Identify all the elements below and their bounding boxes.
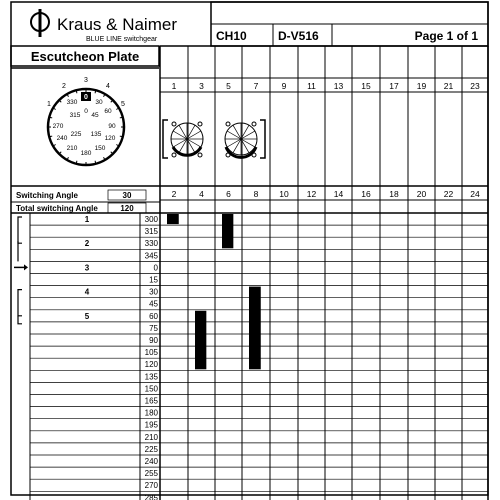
angle-label-240: 240 xyxy=(144,457,158,466)
switching-angle-label: Switching Angle xyxy=(16,191,78,200)
brand-tagline: BLUE LINE switchgear xyxy=(86,36,158,43)
angle-label-165: 165 xyxy=(144,396,158,406)
angle-label-300: 300 xyxy=(144,215,158,224)
dial-pos-2: 2 xyxy=(62,83,66,90)
angle-label-180: 180 xyxy=(144,408,158,418)
model-number: CH10 xyxy=(216,29,247,43)
cam-diagrams xyxy=(163,120,265,158)
dial-deg-330: 330 xyxy=(66,99,78,106)
angle-label-15: 15 xyxy=(149,275,158,285)
position-label-3: 3 xyxy=(84,263,90,273)
position-label-5: 5 xyxy=(84,311,90,321)
angle-label-225: 225 xyxy=(144,444,158,454)
angle-label-210: 210 xyxy=(144,432,158,442)
switching-angle-value: 30 xyxy=(122,191,132,200)
angle-label-315: 315 xyxy=(144,227,158,237)
dial-deg-210: 210 xyxy=(66,145,78,152)
dial-zero-label: 0 xyxy=(84,94,88,101)
dial-deg-240: 240 xyxy=(56,135,68,142)
terminal-bottom-4: 4 xyxy=(199,189,204,199)
angle-label-60: 60 xyxy=(149,311,158,321)
dial-deg-180: 180 xyxy=(80,150,92,157)
brand-name: Kraus & Naimer xyxy=(57,15,177,34)
position-label-2: 2 xyxy=(84,239,90,249)
dial-deg-315: 315 xyxy=(69,112,81,119)
dial-deg-90: 90 xyxy=(108,123,116,130)
cam-2-icon xyxy=(225,120,265,158)
switching-table xyxy=(11,186,488,500)
terminal-bottom-24: 24 xyxy=(470,189,480,199)
terminal-top-7: 7 xyxy=(253,81,259,91)
dial-deg-225: 225 xyxy=(70,131,82,138)
dial-deg-45: 45 xyxy=(91,112,99,119)
terminal-top-3: 3 xyxy=(199,81,204,91)
arrow-head xyxy=(24,264,28,270)
terminal-top-23: 23 xyxy=(470,81,480,91)
contact-closed-bar xyxy=(167,214,179,224)
kraus-naimer-logo xyxy=(31,9,49,37)
position-bracket xyxy=(18,316,22,324)
dial-deg-60: 60 xyxy=(104,108,112,115)
dial-deg-0: 0 xyxy=(84,108,88,115)
dial-pos-3: 3 xyxy=(84,77,88,84)
terminal-bottom-8: 8 xyxy=(253,189,259,199)
dial-pos-4: 4 xyxy=(106,83,110,90)
terminal-bottom-10: 10 xyxy=(279,189,289,199)
angle-label-45: 45 xyxy=(149,299,158,309)
angle-label-150: 150 xyxy=(144,384,158,394)
terminal-bottom-6: 6 xyxy=(226,189,231,199)
terminal-bottom-16: 16 xyxy=(361,189,371,199)
total-switching-value: 120 xyxy=(120,204,134,213)
terminal-top-15: 15 xyxy=(361,81,371,91)
dial-pos-1: 1 xyxy=(47,101,51,108)
angle-label-30: 30 xyxy=(149,287,158,297)
terminal-bottom-18: 18 xyxy=(389,189,399,199)
angle-label-255: 255 xyxy=(144,469,158,479)
dial-deg-135: 135 xyxy=(90,131,102,138)
position-label-1: 1 xyxy=(84,215,90,224)
angle-label-90: 90 xyxy=(149,336,158,345)
terminal-top-21: 21 xyxy=(443,81,454,91)
contact-closed-bar xyxy=(195,311,206,370)
dial-deg-270: 270 xyxy=(52,123,64,130)
terminal-bottom-22: 22 xyxy=(443,189,454,199)
position-bracket xyxy=(18,217,22,243)
variant-number: D-V516 xyxy=(278,29,319,43)
angle-label-285: 285 xyxy=(144,493,158,500)
position-label-4: 4 xyxy=(84,287,90,297)
outer-frame xyxy=(11,2,488,495)
angle-label-135: 135 xyxy=(144,372,158,382)
angle-label-330: 330 xyxy=(144,239,158,249)
terminal-top-17: 17 xyxy=(389,81,399,91)
upper-terminal-grid xyxy=(160,46,488,186)
dial-deg-120: 120 xyxy=(104,135,116,142)
terminal-bottom-20: 20 xyxy=(416,189,427,199)
terminal-top-5: 5 xyxy=(226,81,231,91)
angle-label-270: 270 xyxy=(144,481,158,491)
cam-1-icon xyxy=(163,120,203,158)
terminal-top-1: 1 xyxy=(171,81,177,91)
position-bracket xyxy=(18,290,22,316)
dial-pos-5: 5 xyxy=(121,101,125,108)
angle-label-75: 75 xyxy=(149,323,158,333)
dial-deg-150: 150 xyxy=(94,145,106,152)
angle-label-345: 345 xyxy=(144,251,158,261)
terminal-bottom-12: 12 xyxy=(306,189,317,199)
angle-label-120: 120 xyxy=(144,360,158,370)
angle-label-195: 195 xyxy=(144,420,158,430)
escutcheon-title: Escutcheon Plate xyxy=(30,49,140,64)
contact-closed-bar xyxy=(222,214,233,248)
terminal-bottom-2: 2 xyxy=(171,189,177,199)
terminal-top-11: 11 xyxy=(307,81,316,91)
terminal-top-13: 13 xyxy=(333,81,344,91)
angle-label-105: 105 xyxy=(144,348,158,358)
terminal-bottom-14: 14 xyxy=(333,189,344,199)
page-indicator: Page 1 of 1 xyxy=(414,29,478,43)
angle-label-0: 0 xyxy=(153,263,158,273)
terminal-top-19: 19 xyxy=(416,81,427,91)
total-switching-label: Total switching Angle xyxy=(16,204,98,213)
terminal-top-9: 9 xyxy=(281,81,287,91)
escutcheon-dial xyxy=(47,77,125,165)
contact-closed-bar xyxy=(249,287,261,370)
dial-deg-30: 30 xyxy=(95,99,103,106)
